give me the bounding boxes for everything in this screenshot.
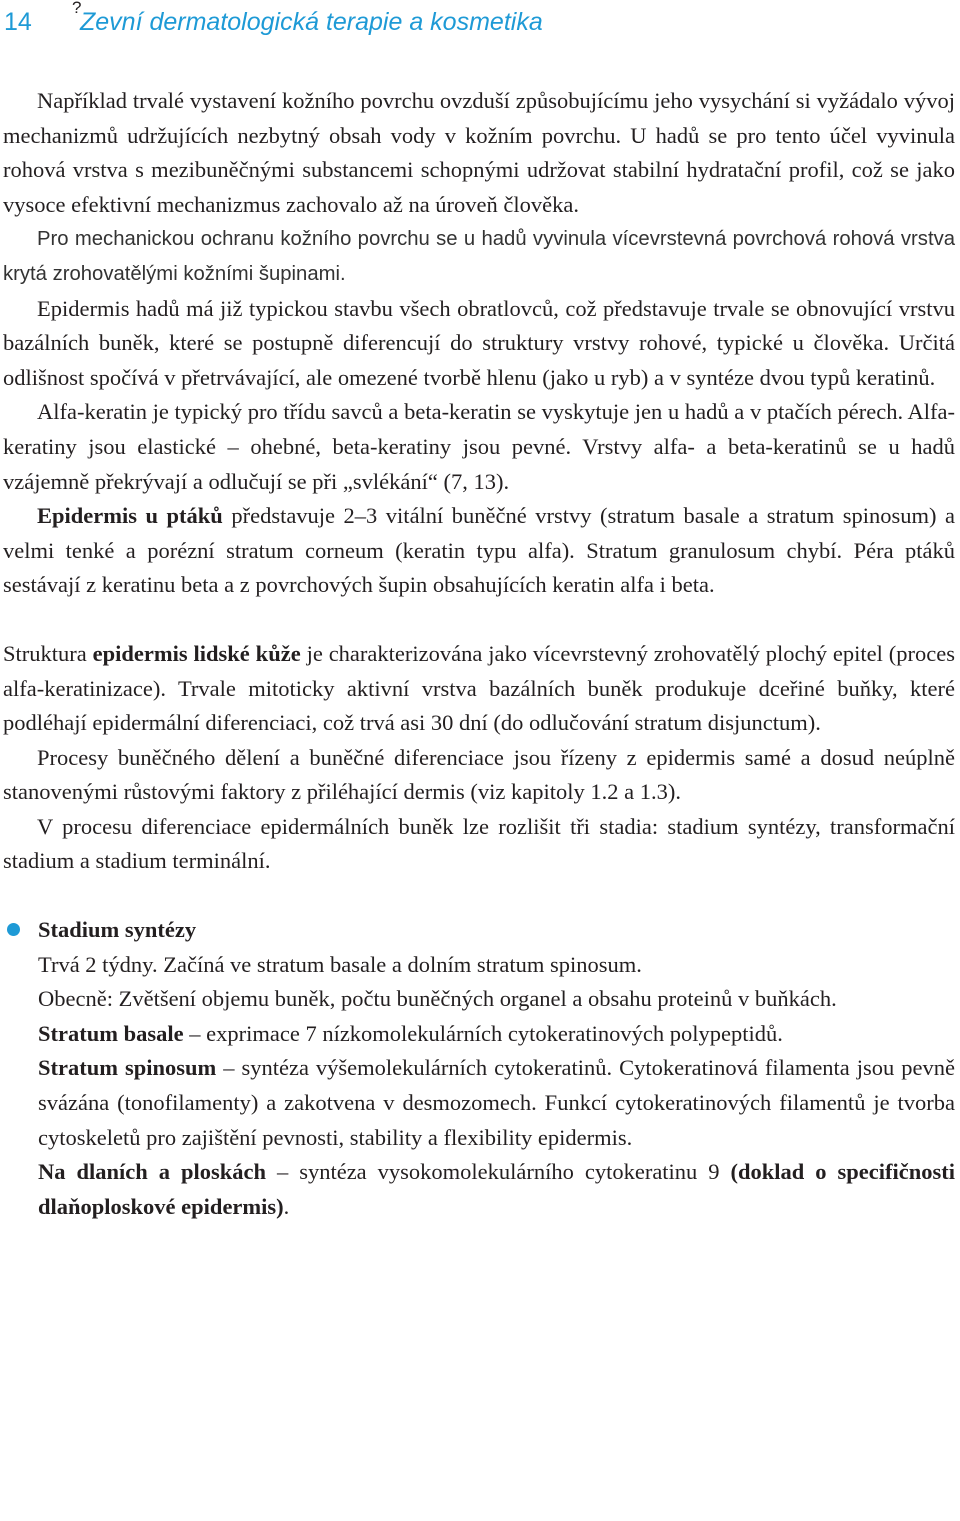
paragraph-6-text: je charakterizována jako vícevrstevný zrohovatělý plochý epitel (proces alfa-keratinizace). Trvale mitoticky aktivní vrstva bazálních buněk produkuje dceřiné buňky, které podléhají epidermální diferenciaci, což trvá asi 30 dní (do odlučování stratum disjunctum). bbox=[3, 640, 956, 736]
bullet-list bbox=[3, 913, 955, 1224]
paragraph-1: Například trvalé vystavení kožního povrchu ovzduší způsobujícímu jeho vysychání si vyžádalo vývoj mechanizmů udržujících nezbytný obsah vody v kožním povrchu. U hadů se pro tento účel vyvinula rohová vrstva s mezibuněčnými substancemi schopnými udržovat stabilní hydratační profil, což se jako vysoce efektivní mechanizmus zachovalo až na úroveň člověka. bbox=[3, 88, 955, 217]
palms-end: . bbox=[283, 1193, 290, 1219]
list-item-basale bbox=[38, 1017, 955, 1052]
page-body bbox=[3, 84, 955, 1224]
paragraph-2: Pro mechanickou ochranu kožního povrchu se u hadů vyvinula vícevrstevná povrchová rohová vrstva krytá zrohovatělými kožními šupinami. bbox=[3, 228, 955, 285]
paragraph-7: Procesy buněčného dělení a buněčné diferenciace jsou řízeny z epidermis samé a dosud neúplně stanovenými růstovými faktory z přiléhající dermis (viz kapitoly 1.2 a 1.3). bbox=[3, 744, 955, 805]
paragraph-4: Alfa-keratin je typický pro třídu savců a beta-keratin se vyskytuje jen u hadů a v ptačích pérech. Alfa-keratiny jsou elastické – ohebné, beta-keratiny jsou pevné. Vrstvy alfa- a beta-keratinů se u hadů vzájemně překrývají a odlučují se při „svlékání“ (7, 13). bbox=[3, 399, 955, 494]
paragraph-3: Epidermis hadů má již typickou stavbu všech obratlovců, což představuje trvale se obnovující vrstvu bazálních buněk, které se postupně diferencují do struktury vrstvy rohové, typické u člověka. Určitá odlišnost spočívá v přetrvávající, ale omezené tvorbě hlenu (jako u ryb) a v syntéze dvou typů keratinů. bbox=[3, 295, 955, 390]
palms-text: – syntéza vysokomolekulárního cytokeratinu 9 bbox=[266, 1159, 731, 1185]
bold-term-bird-epidermis: Epidermis u ptáků bbox=[37, 503, 223, 529]
paragraph-5 bbox=[3, 499, 955, 603]
paragraph-5-text: představuje 2–3 vitální buněčné vrstvy (stratum basale a stratum spinosum) a velmi tenké a porézní stratum corneum (keratin typu alfa). Stratum granulosum chybí. Péra ptáků sestávají z keratinu beta a z povrchových šupin obsahujících keratin alfa i beta. bbox=[3, 503, 955, 598]
list-item-line-1: Trvá 2 týdny. Začíná ve stratum basale a dolním stratum spinosum. bbox=[38, 951, 642, 977]
bold-term-palms: Na dlaních a ploskách bbox=[38, 1159, 266, 1185]
paragraph-6-lead: Struktura bbox=[3, 640, 93, 666]
list-item-title: Stadium syntézy bbox=[38, 917, 197, 943]
page-number: 14 bbox=[4, 8, 32, 36]
paragraph-6 bbox=[3, 637, 955, 741]
paragraph-8: V procesu diferenciace epidermálních buněk lze rozlišit tři stadia: stadium syntézy, transformační stadium a stadium terminální. bbox=[3, 813, 955, 874]
list-item-palms bbox=[38, 1155, 955, 1224]
bullet-icon bbox=[7, 923, 20, 936]
list-item bbox=[38, 913, 955, 1224]
bold-term-human-epidermis: epidermis lidské kůže bbox=[92, 640, 301, 666]
bold-palms-note: (doklad o specifičnosti dlaňoploskové epidermis) bbox=[38, 1159, 955, 1219]
header-mark: ? bbox=[72, 0, 82, 17]
list-item-spinosum bbox=[38, 1051, 955, 1155]
running-title: Zevní dermatologická terapie a kosmetika bbox=[80, 8, 543, 36]
bold-term-stratum-basale: Stratum basale bbox=[38, 1020, 184, 1046]
bold-term-stratum-spinosum: Stratum spinosum bbox=[38, 1055, 217, 1081]
basale-text: – exprimace 7 nízkomolekulárních cytokeratinových polypeptidů. bbox=[183, 1020, 783, 1046]
list-item-line-2: Obecně: Zvětšení objemu buněk, počtu buněčných organel a obsahu proteinů v buňkách. bbox=[38, 986, 837, 1012]
page-header bbox=[4, 0, 954, 46]
spinosum-text: – syntéza výšemolekulárních cytokeratinů. Cytokeratinová filamenta jsou pevně svázána (tonofilamenty) a zakotvena v desmozomech. Funkcí cytokeratinových filamentů je tvorba cytoskeletů pro zajištění pevnosti, stability a flexibility epidermis. bbox=[38, 1055, 955, 1150]
